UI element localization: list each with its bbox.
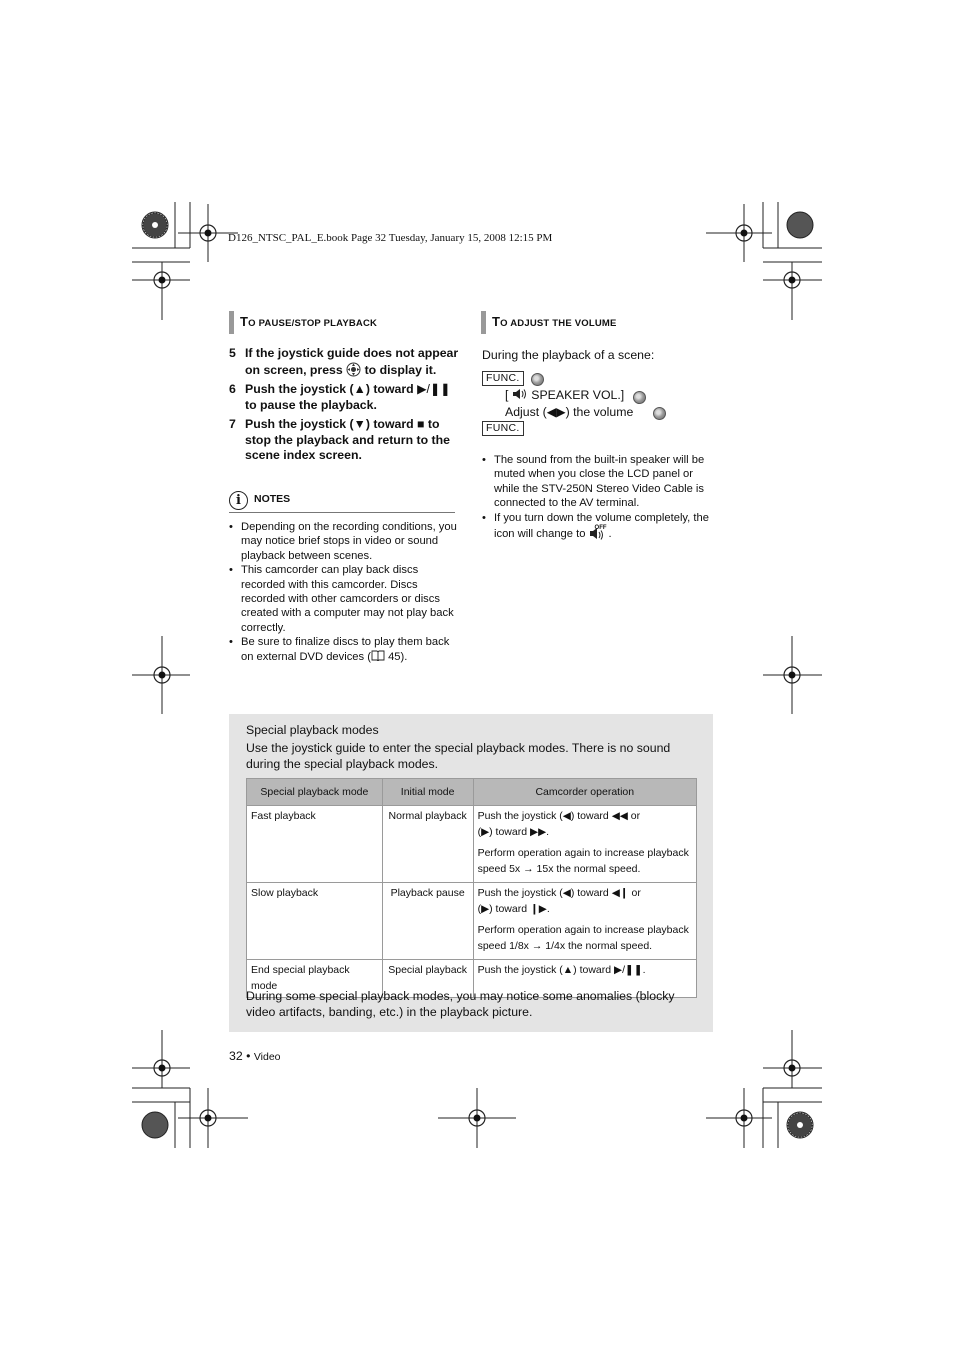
step-6: 6 Push the joystick (▲) toward ▶/❚❚ to pause the playback. xyxy=(229,382,451,412)
stop-icon: ■ xyxy=(417,417,425,431)
rewind-icon: ◀◀ xyxy=(611,810,628,822)
mode-cell: Fast playback xyxy=(247,806,383,883)
page-footer xyxy=(229,1049,281,1063)
left-arrow-icon: ◀ xyxy=(562,810,571,822)
special-playback-title: Special playback modes xyxy=(246,723,379,737)
left-right-arrows-icon: ◀▶ xyxy=(546,405,566,419)
note-item: • If you turn down the volume completely, the icon will change to OFF . xyxy=(482,511,714,542)
slow-reverse-icon: ◀❙ xyxy=(611,887,629,899)
play-pause-icon: ▶/❚❚ xyxy=(417,382,451,396)
func-button: FUNC. xyxy=(482,421,524,436)
right-arrow-icon: ▶ xyxy=(481,902,490,915)
section-heading-pause-stop xyxy=(229,314,377,336)
mode-cell: End special playback mode xyxy=(247,960,383,998)
column-header: Initial mode xyxy=(382,779,473,806)
step-5: 5 If the joystick guide does not appear on screen, press to display it. xyxy=(229,346,459,377)
func-button: FUNC. xyxy=(482,371,524,386)
table-row xyxy=(247,883,697,960)
up-arrow-icon: ▲ xyxy=(562,964,574,976)
speaker-icon xyxy=(512,388,528,400)
special-playback-footer: During some special playback modes, you may notice some anomalies (blocky video artifacts, banding, etc.) in the playback picture. xyxy=(246,989,675,1019)
up-arrow-icon: ▲ xyxy=(353,382,366,396)
step-7: 7 Push the joystick (▼) toward ■ to stop the playback and return to the scene index screen. xyxy=(229,417,450,462)
info-icon: i xyxy=(229,491,248,510)
initial-cell: Special playback xyxy=(382,960,473,998)
heading-cap: T xyxy=(492,314,501,329)
column-header: Special playback mode xyxy=(247,779,383,806)
footer-bullet: • xyxy=(246,1049,251,1063)
next-step-icon xyxy=(653,407,666,420)
down-arrow-icon: ▼ xyxy=(353,417,366,431)
note-item: • This camcorder can play back discs recorded with this camcorder. Discs recorded with other camcorders or discs created with a computer may not play back correctly. xyxy=(229,563,461,635)
volume-intro: During the playback of a scene: xyxy=(482,348,655,362)
next-step-icon xyxy=(531,373,544,386)
table-header-row xyxy=(247,779,697,806)
book-reference-icon xyxy=(371,650,385,661)
column-header: Camcorder operation xyxy=(473,779,696,806)
section-heading-adjust-volume xyxy=(481,314,617,336)
play-pause-icon: ▶/❚❚ xyxy=(614,964,643,976)
notes-list xyxy=(229,520,461,664)
initial-cell: Playback pause xyxy=(382,883,473,960)
mode-cell: Slow playback xyxy=(247,883,383,960)
steps-list xyxy=(229,346,461,468)
heading-bar xyxy=(481,311,486,334)
special-playback-intro: Use the joystick guide to enter the special playback modes. There is no sound during the special playback modes. xyxy=(246,741,671,771)
footer-section: Video xyxy=(253,1051,281,1063)
operation-cell: Push the joystick (▲) toward ▶/❚❚. xyxy=(473,960,696,998)
operation-cell: Push the joystick (◀) toward ◀◀ or (▶) toward ▶▶. Perform operation again to increase playback speed 5x → 15x the normal speed. xyxy=(473,806,696,883)
notes-label: NOTES xyxy=(254,493,291,505)
heading-bar xyxy=(229,311,234,334)
next-step-icon xyxy=(633,391,646,404)
joystick-guide-icon xyxy=(346,362,361,377)
note-item: • Be sure to finalize discs to play them back on external DVD devices ( 45). xyxy=(229,635,461,664)
initial-cell: Normal playback xyxy=(382,806,473,883)
operation-note: Perform operation again to increase playback speed 1/8x → 1/4x the normal speed. xyxy=(477,924,689,952)
speaker-off-icon: OFF xyxy=(589,525,609,541)
notes-header xyxy=(229,490,455,513)
book-header-line: D126_NTSC_PAL_E.book Page 32 Tuesday, January 15, 2008 12:15 PM xyxy=(228,232,553,244)
speaker-vol-line: [ SPEAKER VOL.] xyxy=(505,388,625,402)
note-item: • The sound from the built-in speaker will be muted when you close the LCD panel or while the STV-250N Stereo Video Cable is connected to the AV terminal. xyxy=(482,453,714,511)
operation-cell: Push the joystick (◀) toward ◀❙ or (▶) toward ❙▶. Perform operation again to increase playback speed 1/8x → 1/4x the normal speed. xyxy=(473,883,696,960)
heading-rest: O PAUSE/STOP PLAYBACK xyxy=(248,318,378,329)
note-item: • Depending on the recording conditions, you may notice brief stops in video or sound playback between scenes. xyxy=(229,520,461,563)
special-playback-table xyxy=(246,778,697,998)
page-number: 32 xyxy=(229,1049,243,1063)
fast-forward-icon: ▶▶ xyxy=(530,825,547,838)
heading-rest: O ADJUST THE VOLUME xyxy=(500,318,617,329)
right-arrow-icon: ▶ xyxy=(481,825,490,838)
table-row xyxy=(247,806,697,883)
adjust-volume-line: Adjust (◀▶) the volume xyxy=(505,405,634,419)
operation-note: Perform operation again to increase playback speed 5x → 15x the normal speed. xyxy=(477,847,689,875)
left-arrow-icon: ◀ xyxy=(562,887,571,899)
slow-forward-icon: ❙▶ xyxy=(530,902,547,915)
heading-cap: T xyxy=(240,314,249,329)
volume-notes-list xyxy=(482,453,714,541)
